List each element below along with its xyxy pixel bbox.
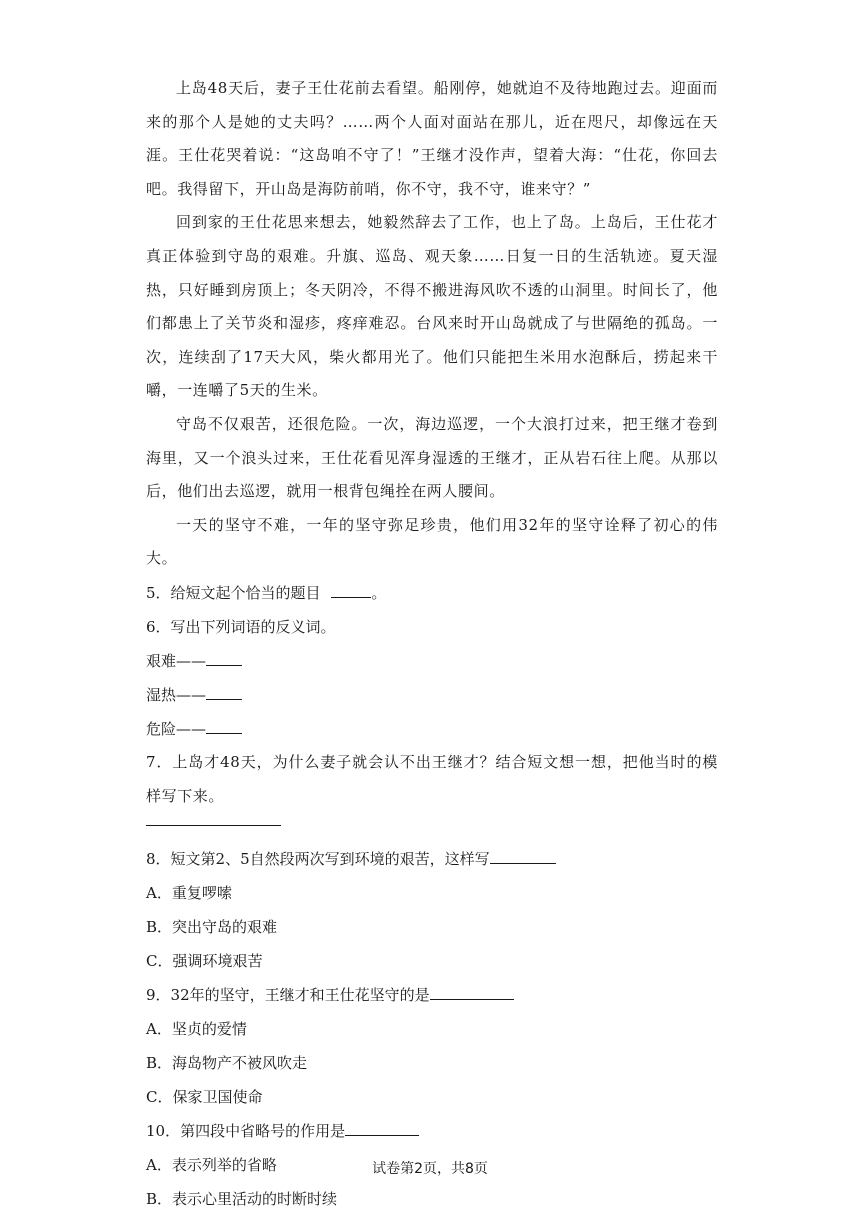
question-8-option-a[interactable]: A．重复啰嗦 — [146, 884, 232, 903]
question-5-answer-blank[interactable] — [331, 583, 371, 598]
question-6-word-2-label: 湿热—— — [146, 685, 207, 704]
question-5-end: 。 — [371, 583, 387, 602]
passage-paragraph-4: 一天的坚守不难，一年的坚守弥足珍贵，他们用32年的坚守诠释了初心的伟大。 — [146, 515, 718, 568]
question-6: 6．写出下列词语的反义词。 — [146, 617, 336, 636]
question-10-text: 10．第四段中省略号的作用是 — [146, 1122, 346, 1141]
question-8-blank[interactable] — [490, 849, 556, 864]
question-8 — [146, 842, 718, 876]
question-5 — [146, 576, 718, 610]
question-7-answer-line[interactable] — [146, 825, 281, 826]
question-10 — [146, 1114, 718, 1148]
question-8-option-b[interactable]: B．突出守岛的艰难 — [146, 918, 278, 937]
question-9-option-c[interactable]: C．保家卫国使命 — [146, 1088, 263, 1107]
question-10-blank[interactable] — [345, 1121, 419, 1136]
question-10-option-a[interactable]: A．表示列举的省略 — [146, 1156, 277, 1175]
question-6-word-1-blank[interactable] — [206, 651, 242, 666]
question-6-word-2-blank[interactable] — [206, 685, 242, 700]
passage-paragraph-2: 回到家的王仕花思来想去，她毅然辞去了工作，也上了岛。上岛后，王仕花才真正体验到守岛的艰难。升旗、巡岛、观天象……日复一日的生活轨迹。夏天湿热，只好睡到房顶上；冬天阴冷，不得不搬进海风吹不透的山洞里。时间长了，他们都患上了关节炎和湿疹，疼痒难忍。台风来时开山岛就成了与世隔绝的孤岛。一次，连续刮了17天大风，柴火都用光了。他们只能把生米用水泡酥后，捞起来干嚼，一连嚼了5天的生米。 — [146, 213, 718, 400]
question-5-text: 5．给短文起个恰当的题目 — [146, 583, 321, 602]
question-9-blank[interactable] — [430, 985, 514, 1000]
passage-paragraph-3: 守岛不仅艰苦，还很危险。一次，海边巡逻，一个大浪打过来，把王继才卷到海里，又一个浪头过来，王仕花看见浑身湿透的王继才，正从岩石往上爬。从那以后，他们出去巡逻，就用一根背包绳拴在两人腰间。 — [146, 414, 718, 501]
question-9 — [146, 978, 718, 1012]
question-9-option-a[interactable]: A．坚贞的爱情 — [146, 1020, 247, 1039]
question-9-option-b[interactable]: B．海岛物产不被风吹走 — [146, 1054, 308, 1073]
question-8-text: 8．短文第2、5自然段两次写到环境的艰苦，这样写 — [146, 850, 490, 869]
question-8-option-c[interactable]: C．强调环境艰苦 — [146, 952, 263, 971]
question-6-word-1-label: 艰难—— — [146, 651, 207, 670]
question-6-word-3 — [146, 712, 718, 746]
question-6-word-3-blank[interactable] — [206, 719, 242, 734]
passage-paragraph-1: 上岛48天后，妻子王仕花前去看望。船刚停，她就迫不及待地跑过去。迎面而来的那个人是她的丈夫吗？……两个人面对面站在那儿，近在咫尺，却像远在天涯。王仕花哭着说：“这岛咱不守了！”王继才没作声，望着大海：“仕花，你回去吧。我得留下，开山岛是海防前哨，你不守，我不守，谁来守？” — [146, 79, 718, 198]
question-7: 7．上岛才48天，为什么妻子就会认不出王继才？结合短文想一想，把他当时的模样写下来。 — [146, 752, 718, 805]
question-6-word-3-label: 危险—— — [146, 719, 207, 738]
page-content — [146, 72, 718, 1216]
question-6-word-1 — [146, 644, 718, 678]
question-6-word-2 — [146, 678, 718, 712]
question-10-option-b[interactable]: B．表示心里活动的时断时续 — [146, 1190, 338, 1209]
page-footer: 试卷第2页，共8页 — [372, 1161, 488, 1177]
question-9-text: 9．32年的坚守，王继才和王仕花坚守的是 — [146, 986, 430, 1005]
